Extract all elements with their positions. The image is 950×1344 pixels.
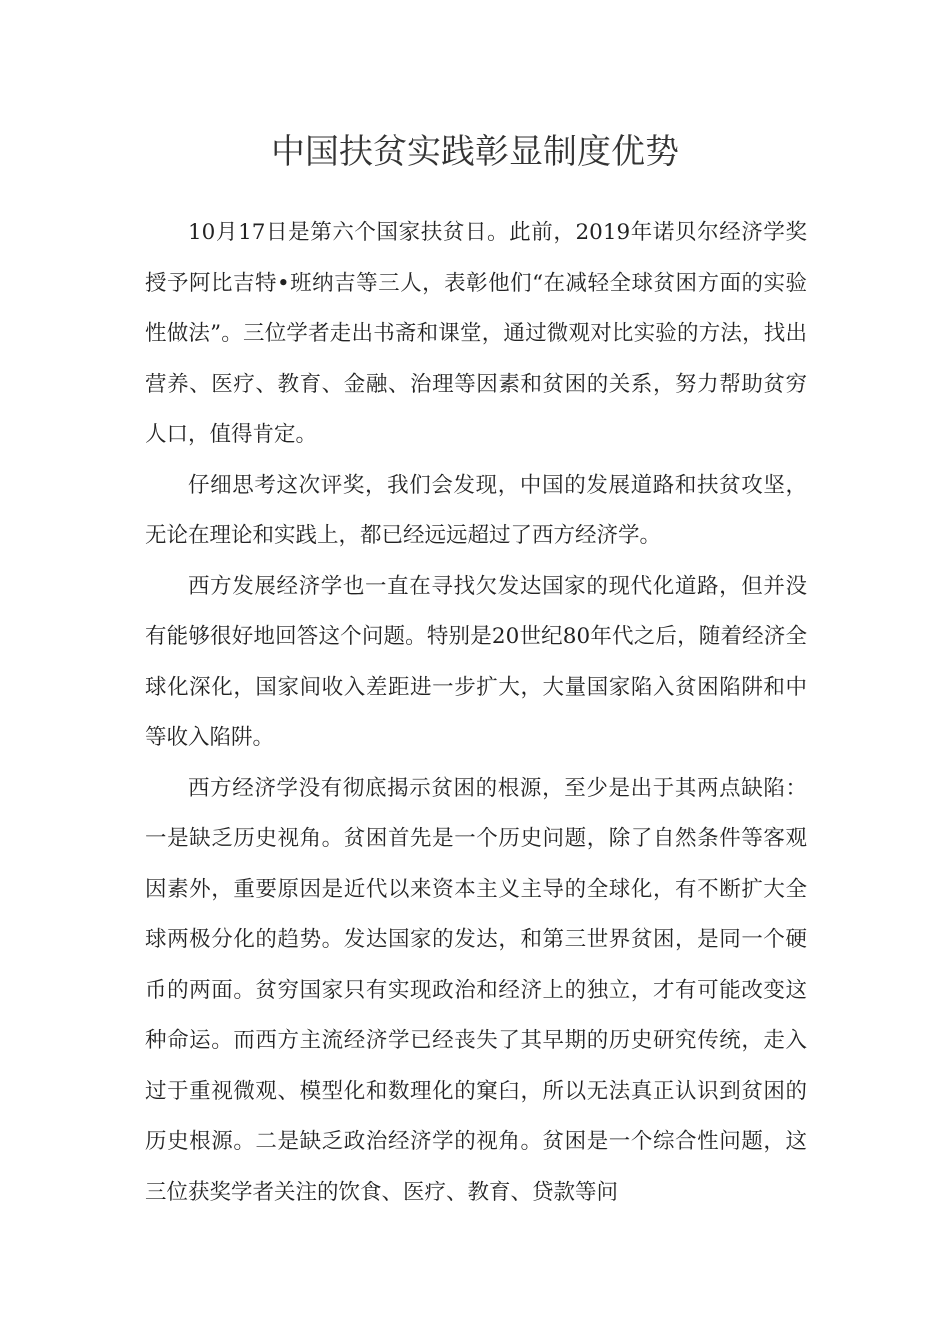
paragraph-2: 仔细思考这次评奖，我们会发现，中国的发展道路和扶贫攻坚，无论在理论和实践上，都已经远远超过了西方经济学。 [145,472,807,548]
document-title: 中国扶贫实践彰显制度优势 [271,132,679,172]
paragraph-3: 西方发展经济学也一直在寻找欠发达国家的现代化道路，但并没有能够很好地回答这个问题。特别是20世纪80年代之后，随着经济全球化深化，国家间收入差距进一步扩大，大量国家陷入贫困陷阱和中等收入陷阱。 [145,573,807,750]
document-body [145,208,807,1218]
paragraph-1: 10月17日是第六个国家扶贫日。此前，2019年诺贝尔经济学奖授予阿比吉特•班纳吉等三人，表彰他们“在减轻全球贫困方面的实验性做法”。三位学者走出书斋和课堂，通过微观对比实验的方法，找出营养、医疗、教育、金融、治理等因素和贫困的关系，努力帮助贫穷人口，值得肯定。 [145,220,807,447]
paragraph-4: 西方经济学没有彻底揭示贫困的根源，至少是出于其两点缺陷：一是缺乏历史视角。贫困首先是一个历史问题，除了自然条件等客观因素外，重要原因是近代以来资本主义主导的全球化，有不断扩大全球两极分化的趋势。发达国家的发达，和第三世界贫困，是同一个硬币的两面。贫穷国家只有实现政治和经济上的独立，才有可能改变这种命运。而西方主流经济学已经丧失了其早期的历史研究传统，走入过于重视微观、模型化和数理化的窠臼，所以无法真正认识到贫困的历史根源。二是缺乏政治经济学的视角。贫困是一个综合性问题，这三位获奖学者关注的饮食、医疗、教育、贷款等问 [145,775,807,1205]
